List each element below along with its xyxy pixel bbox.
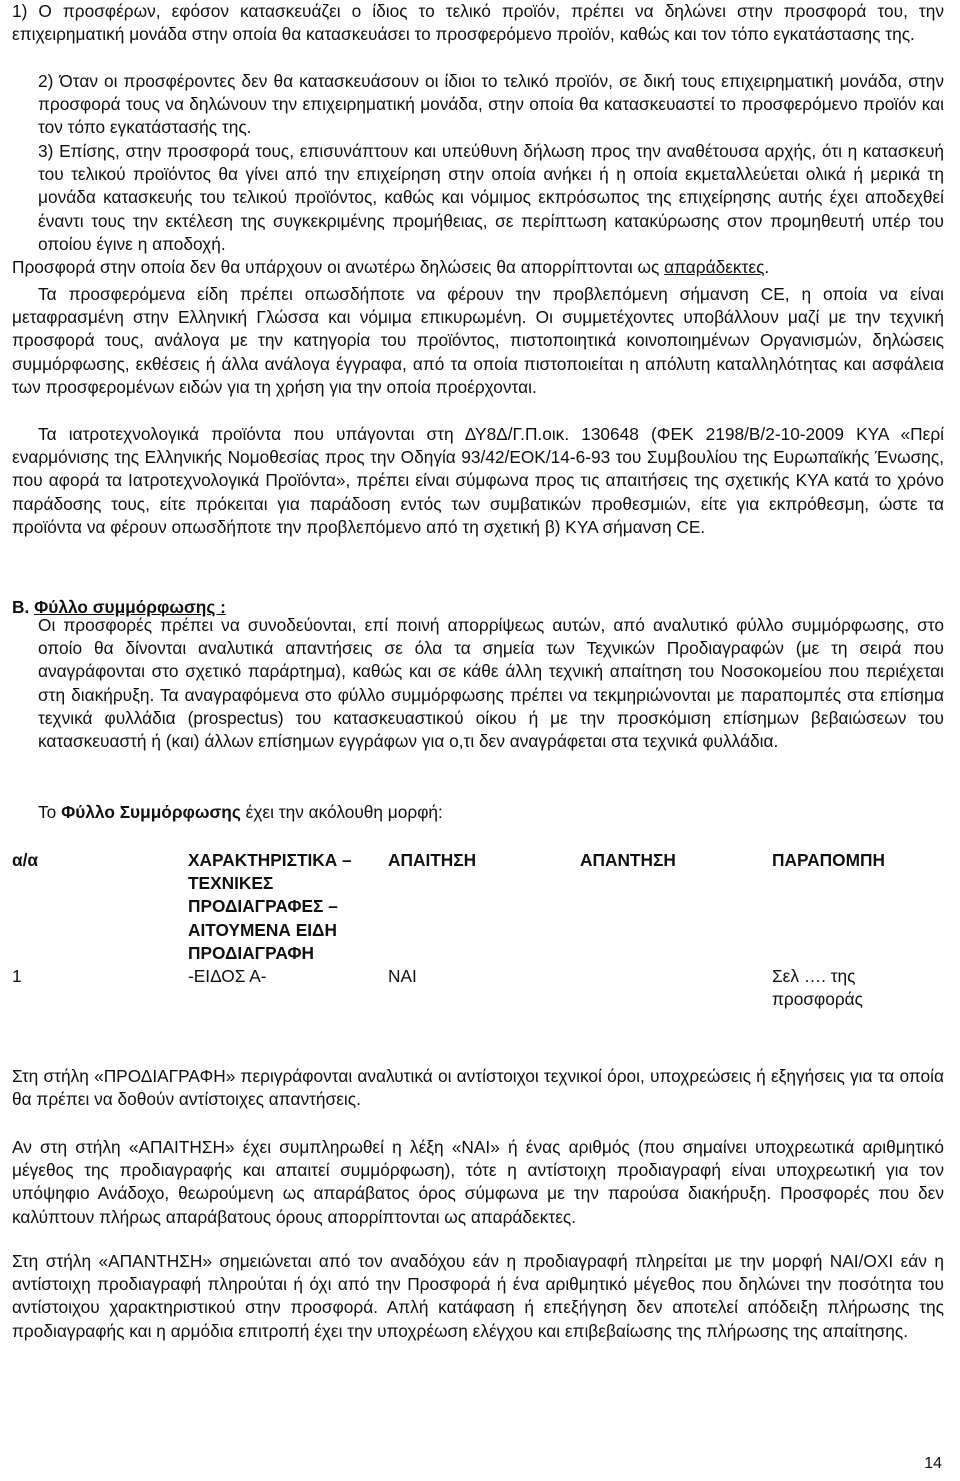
section-b-heading: Β. Φύλλο συμμόρφωσης :: [12, 597, 226, 617]
cell-answer: [580, 965, 772, 1011]
table-row: [12, 965, 942, 1011]
header-aa: α/α: [12, 850, 39, 870]
paragraph-responsible-declaration: 3) Επίσης, στην προσφορά τους, επισυνάπτουν και υπεύθυνη δήλωση προς την αναθέτουσα αρχής, ότι η κατασκευή του τελικού προϊόντος θα γίνει από την επιχείρηση στην οποία ανήκει ή η οποία εκμεταλλεύεται ολικά ή μερικά τη μονάδα κατασκευής του τελικού προϊόντος, καθώς και νόμιμος εκπρόσωπος της επιχείρησης αυτής έχει αποδεχθεί έναντι τους την εκτέλεση της συγκεκριμένης προμήθειας, σε περίπτωση κατακύρωσης στον προμηθευτή υπέρ του οποίου έγινε η αποδοχή.: [38, 141, 944, 254]
page-number: 14: [924, 1455, 942, 1472]
paragraph-manufacturer-declaration: 1) Ο προσφέρων, εφόσον κατασκευάζει ο ίδιος το τελικό προϊόν, πρέπει να δηλώνει στην προσφορά του, την επιχειρηματική μονάδα στην οποία θα κατασκευάσει το προσφερόμενο προϊόν, καθώς και τον τόπο εγκατάστασης της.: [12, 1, 944, 45]
paragraph-medical-devices: Τα ιατροτεχνολογικά προϊόντα που υπάγονται στη ΔΥ8Δ/Γ.Π.οικ. 130648 (ΦΕΚ 2198/Β/2-10-2009 ΚΥΑ «Περί εναρμόνισης της Ελληνικής Νομοθεσίας προς την Οδηγία 93/42/ΕΟΚ/14-6-93 του Συμβουλίου της Ευρωπαϊκής Ένωσης, που αφορά τα Ιατροτεχνολογικά Προϊόντα», πρέπει είναι σύμφωνα προς τις απαιτήσεις της σχετικής ΚΥΑ κατά το χρόνο παράδοσης τους, είτε πρόκειται για παράδοση εντός των συμβατικών προθεσμιών, είτε για εκπρόθεσμη, ώστε τα προϊόντα να φέρουν οπωσδήποτε την προβλεπόμενο από τη σχετική β) ΚΥΑ σήμανση CE.: [12, 424, 944, 537]
header-answer: ΑΠΑΝΤΗΣΗ: [580, 850, 676, 870]
paragraph-specification-column: Στη στήλη «ΠΡΟΔΙΑΓΡΑΦΗ» περιγράφονται αναλυτικά οι αντίστοιχοι τεχνικοί όροι, υποχρεώσεις ή εξηγήσεις για τα οποία θα πρέπει να δοθούν αντίστοιχες απαντήσεις.: [12, 1066, 944, 1110]
paragraph-third-party-manufacturing: 2) Όταν οι προσφέροντες δεν θα κατασκευάσουν οι ίδιοι το τελικό προϊόν, σε δική τους επιχειρηματική μονάδα, στην προσφορά τους να δηλώνουν την επιχειρηματική μονάδα, στην οποία θα κατασκευαστεί το προσφερόμενο προϊόν και τον τόπο εγκατάστασής της.: [38, 71, 944, 138]
paragraph-compliance-sheet: Οι προσφορές πρέπει να συνοδεύονται, επί ποινή απορρίψεως αυτών, από αναλυτικό φύλλο συμμόρφωσης, στο οποίο θα δίνονται αναλυτικά απαντήσεις σε όλα τα σημεία των Τεχνικών Προδιαγραφών (με τη σειρά που αναγράφονται στο σχετικό παράρτημα), καθώς και σε κάθε άλλη τεχνική απαίτηση του Νοσοκομείου που περιέχεται στη διακήρυξη. Τα αναγραφόμενα στο φύλλο συμμόρφωσης πρέπει να τεκμηριώνονται με παραπομπές στα επίσημα τεχνικά φυλλάδια (prospectus) του κατασκευαστικού οίκου ή με την προσκόμιση επίσημων βεβαιώσεων του κατασκευαστή ή (και) άλλων επίσημων εγγράφων για ο,τι δεν αναγράφεται στα τεχνικά φυλλάδια.: [38, 615, 944, 752]
paragraph-compliance-form-intro: Το Φύλλο Συμμόρφωσης έχει την ακόλουθη μορφή:: [38, 802, 443, 822]
header-reference: ΠΑΡΑΠΟΜΠΗ: [772, 850, 885, 870]
header-requirement: ΑΠΑΙΤΗΣΗ: [388, 850, 477, 870]
paragraph-answer-column: Στη στήλη «ΑΠΑΝΤΗΣΗ» σημειώνεται από τον αναδόχου εάν η προδιαγραφή πληρείται με την μορφή ΝΑΙ/ΟΧΙ εάν η αντίστοιχη προδιαγραφή πληρούται ή όχι από την Προσφορά ή ένα αριθμητικό μέγεθος που δηλώνει την ποσότητα του αντίστοιχου χαρακτηριστικού στην προσφορά. Απλή κατάφαση ή επεξήγηση δεν αποτελεί απόδειξη πλήρωσης της προδιαγραφής και η αρμόδια επιτροπή έχει την υποχρέωση ελέγχου και επιβεβαίωσης της πλήρωσης της απαίτησης.: [12, 1251, 944, 1341]
cell-reference: Σελ …. της προσφοράς: [772, 966, 863, 1010]
cell-aa: 1: [12, 966, 22, 987]
header-specifications: ΧΑΡΑΚΤΗΡΙΣΤΙΚΑ – ΤΕΧΝΙΚΕΣ ΠΡΟΔΙΑΓΡΑΦΕΣ – ΑΙΤΟΥΜΕΝΑ ΕΙΔΗ ΠΡΟΔΙΑΓΡΑΦΗ: [188, 850, 352, 963]
paragraph-rejection-clause: Προσφορά στην οποία δεν θα υπάρχουν οι ανωτέρω δηλώσεις θα απορρίπτονται ως απαράδεκτες.: [12, 257, 770, 277]
compliance-sheet-label: Φύλλο Συμμόρφωσης: [61, 802, 241, 822]
table-header-row: [12, 849, 942, 965]
underlined-word: απαράδεκτες: [664, 257, 765, 277]
paragraph-requirement-column: Αν στη στήλη «ΑΠΑΙΤΗΣΗ» έχει συμπληρωθεί η λέξη «ΝΑΙ» ή ένας αριθμός (που σημαίνει υποχρεωτικά αριθμητικό μέγεθος της προδιαγραφής και απαιτεί συμμόρφωση), τότε η αντίστοιχη προδιαγραφή είναι υποχρεωτική για τον υπόψηφιο Ανάδοχο, θεωρούμενη ως απαράβατος όρος σύμφωνα με την παρούσα διακήρυξη. Προσφορές που δεν καλύπτουν πλήρως απαράβατους όρους απορρίπτονται ως απαράδεκτες.: [12, 1137, 944, 1227]
cell-item: -ΕΙΔΟΣ Α-: [188, 966, 267, 987]
compliance-table: [12, 849, 942, 1011]
section-b-title: Φύλλο συμμόρφωσης :: [34, 597, 226, 617]
paragraph-ce-marking: Τα προσφερόμενα είδη πρέπει οπωσδήποτε να φέρουν την προβλεπόμενη σήμανση CE, η οποία να είναι μεταφρασμένη στην Ελληνική Γλώσσα και νόμιμα επικυρωμένη. Οι συμμετέχοντες υποβάλλουν μαζί με την τεχνική προσφορά τους, ανάλογα με την κατηγορία του προϊόντος, πιστοποιητικά κοινοποιημένων Οργανισμών, δηλώσεις συμμόρφωσης, εκθέσεις ή άλλα ανάλογα έγγραφα, από τα οποία πιστοποιείται η απόλυτη καταλληλότητας και ασφάλεια των προσφερομένων ειδών για τη χρήση για την οποία προέρχονται.: [12, 284, 944, 397]
cell-requirement: ΝΑΙ: [388, 966, 417, 987]
